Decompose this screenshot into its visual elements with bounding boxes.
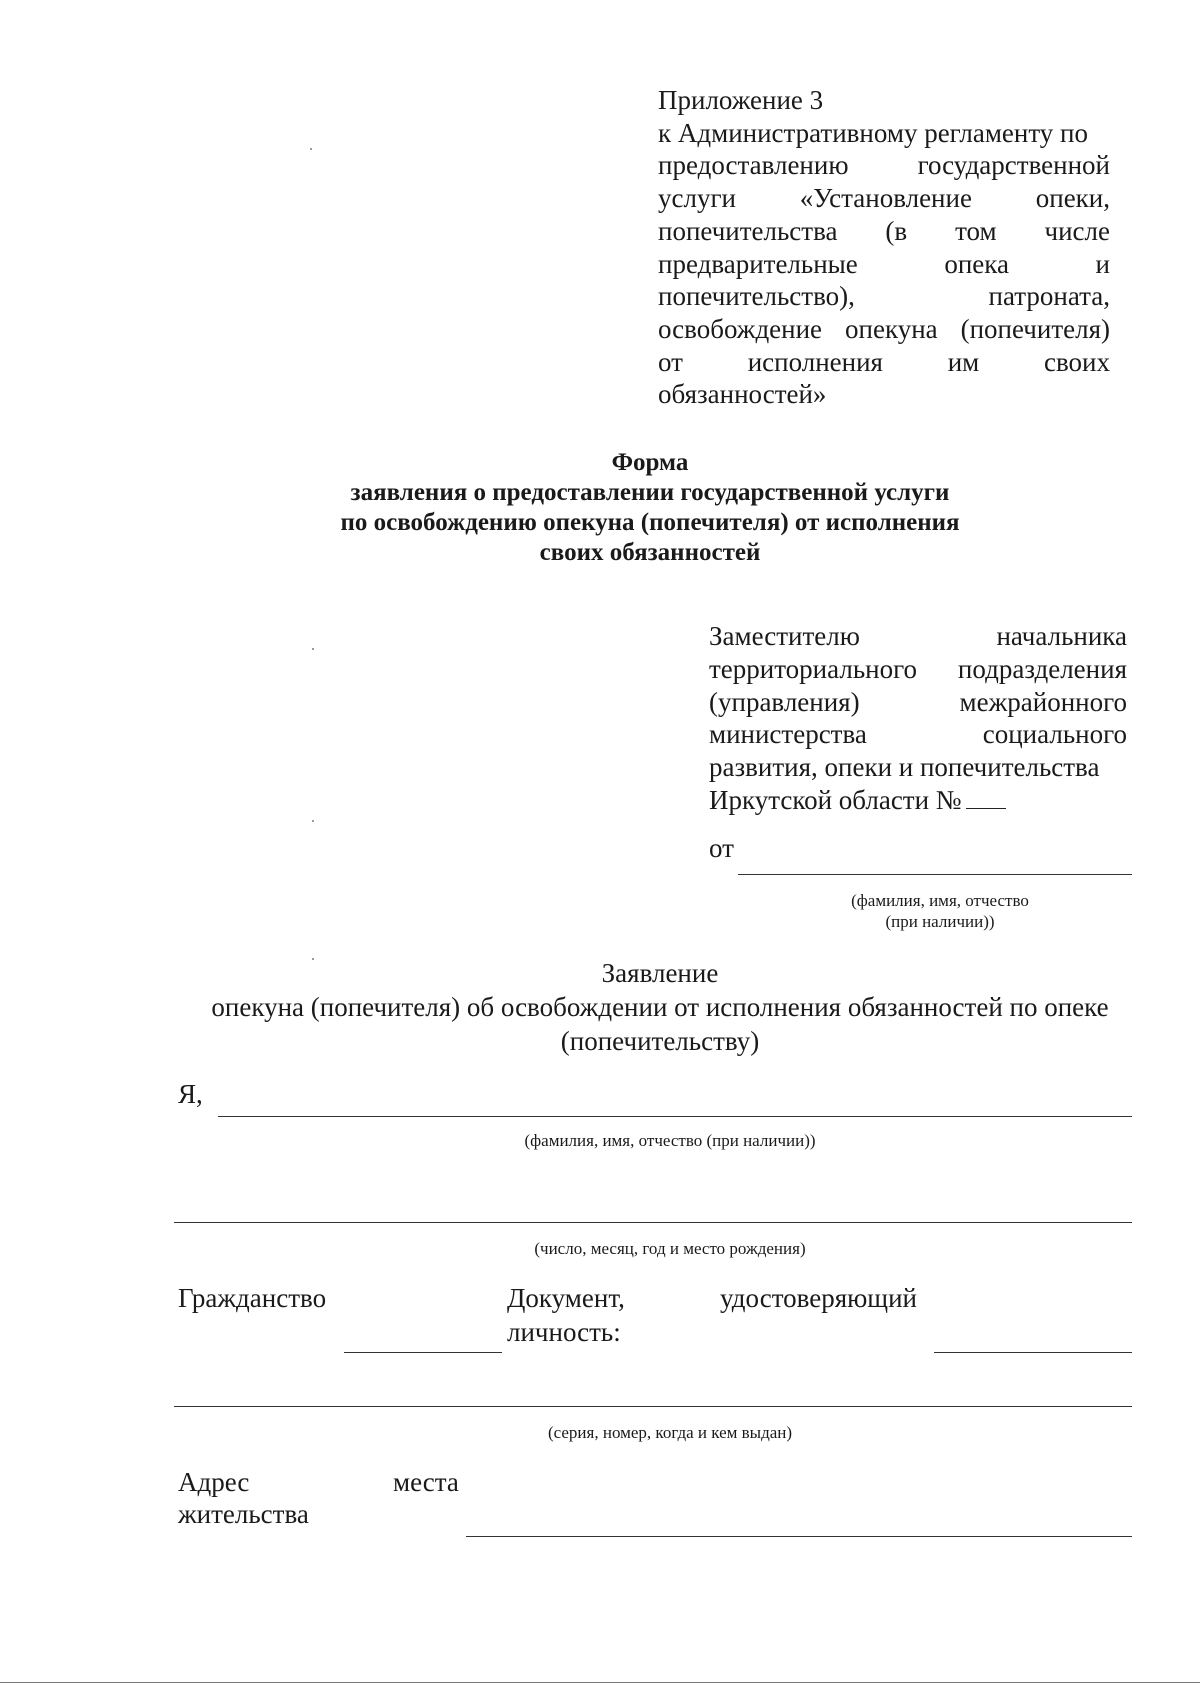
appendix-line: Приложение 3 (658, 85, 824, 115)
form-title-line: Форма (611, 449, 689, 476)
addressee-region-text: Иркутской области № (709, 784, 962, 815)
addressee-block (709, 620, 1127, 817)
citizenship-label: Гражданство (178, 1283, 327, 1313)
scan-edge-line (0, 1682, 1200, 1683)
addressee-line: Заместителю начальника (709, 621, 1127, 651)
id-document-label-1: Документ, (507, 1283, 625, 1313)
addressee-line: (управления) межрайонного (709, 686, 1127, 717)
address-label-1: Адрес (178, 1467, 250, 1497)
addressee-line: развития, опеки и попечительства (709, 752, 1100, 783)
form-title (0, 448, 1200, 568)
addressee-line: территориального подразделения (709, 653, 1127, 684)
scan-speck (312, 648, 314, 650)
id-document-blank[interactable] (934, 1352, 1132, 1353)
birth-info-blank[interactable] (174, 1222, 1132, 1223)
document-details-hint: (серия, номер, когда и кем выдан) (547, 1423, 793, 1442)
appendix-line: услуги «Установление опеки, (658, 183, 1110, 214)
appendix-line: обязанностей» (658, 379, 827, 410)
citizenship-blank[interactable] (344, 1352, 502, 1353)
appendix-line: освобождение опекуна (попечителя) (658, 313, 1110, 344)
appendix-line: к Административному регламенту по (658, 117, 1089, 148)
scan-speck (310, 148, 312, 150)
addressee-line: министерства социального (709, 719, 1127, 750)
appendix-line: попечительство), патроната, (658, 281, 1110, 312)
from-name-hint (780, 890, 1100, 932)
id-document-label-2: удостоверяющий (720, 1283, 917, 1313)
address-blank[interactable] (466, 1536, 1132, 1537)
applicant-name-hint: (фамилия, имя, отчество (при наличии)) (524, 1131, 816, 1150)
document-details-blank[interactable] (174, 1406, 1132, 1407)
address-label-2: места (393, 1467, 459, 1497)
statement-subtitle-line: (попечительству) (560, 1026, 760, 1056)
appendix-header (658, 84, 1110, 411)
scan-speck (312, 958, 314, 960)
appendix-line: попечительства (в том числе (658, 215, 1110, 246)
address-label-3: жительства (178, 1499, 309, 1529)
from-name-blank[interactable] (738, 874, 1132, 875)
from-label: от (709, 833, 734, 863)
applicant-label: Я, (178, 1079, 203, 1109)
appendix-line: от исполнения им своих (658, 346, 1110, 377)
birth-info-hint: (число, месяц, год и место рождения) (534, 1239, 806, 1258)
form-title-line: своих обязанностей (539, 539, 761, 566)
from-hint-line: (фамилия, имя, отчество (851, 891, 1029, 910)
scan-speck (312, 820, 314, 822)
id-document-label-3: личность: (507, 1317, 621, 1347)
form-title-line: заявления о предоставлении государственной услуги (350, 479, 950, 506)
appendix-line: предоставлению государственной (658, 150, 1110, 181)
addressee-line-region (709, 784, 1127, 817)
appendix-line: предварительные опека и (658, 248, 1110, 279)
department-number-blank[interactable] (966, 786, 1006, 809)
from-hint-line: (при наличии)) (885, 912, 995, 931)
statement-subtitle-line: опекуна (попечителя) об освобождении от исполнения обязанностей по опеке (211, 992, 1109, 1022)
form-title-line: по освобождению опекуна (попечителя) от исполнения (340, 509, 960, 536)
applicant-name-blank[interactable] (218, 1116, 1132, 1117)
statement-heading (160, 956, 1160, 1058)
statement-title: Заявление (601, 958, 719, 988)
